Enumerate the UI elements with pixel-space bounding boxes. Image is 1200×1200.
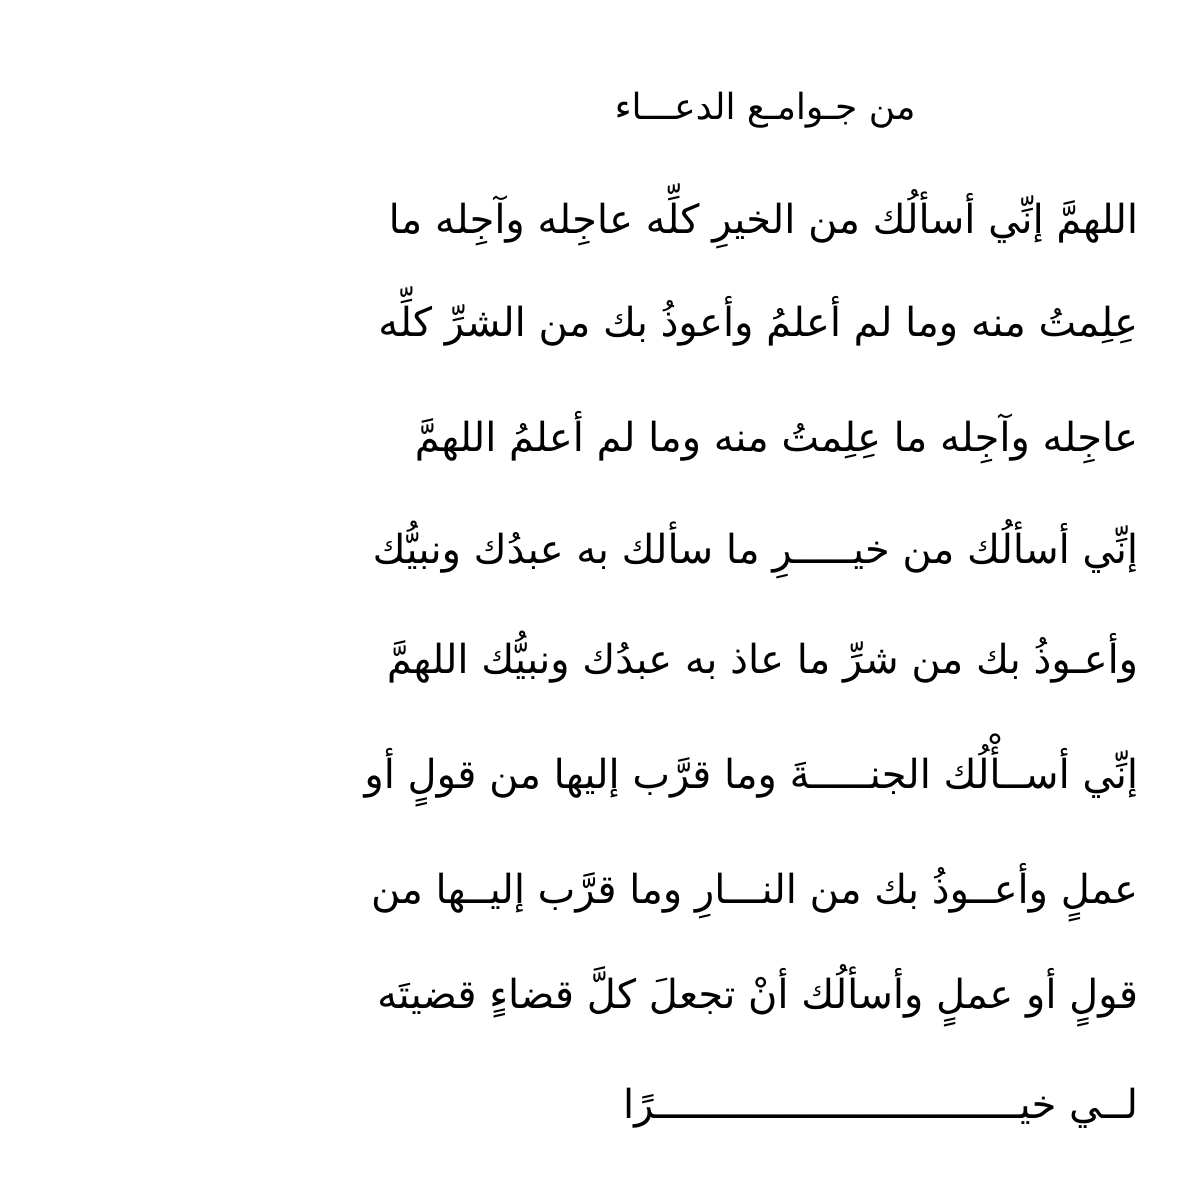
text-line-1: اللهمَّ إنِّي أسألُك من الخيرِ كلِّه عاجِله وآجِله ما (388, 197, 1138, 243)
text-line-6: إنِّي أســأْلُك الجنـــــةَ وما قرَّب إليها من قولٍ أو (364, 752, 1138, 798)
text-line-4: إنِّي أسألُك من خيـــــرِ ما سألك به عبدُك ونبيُّك (372, 527, 1138, 573)
text-line-7: عملٍ وأعــوذُ بك من النـــارِ وما قرَّب إليــها من (370, 867, 1138, 913)
text-line-9: لــي خيـــــــــــــــــــــــــــــــرًا (623, 1082, 1138, 1128)
text-line-3: عاجِله وآجِله ما عِلِمتُ منه وما لم أعلمُ اللهمَّ (414, 415, 1138, 461)
text-line-8: قولٍ أو عملٍ وأسألُك أنْ تجعلَ كلَّ قضاءٍ قضيتَه (377, 972, 1138, 1018)
text-line-2: عِلِمتُ منه وما لم أعلمُ وأعوذُ بك من الشرِّ كلِّه (378, 300, 1138, 346)
text-line-5: وأعـوذُ بك من شرِّ ما عاذ به عبدُك ونبيُّك اللهمَّ (386, 637, 1138, 683)
document-title: من جـوامـع الدعـــاء (614, 87, 916, 128)
